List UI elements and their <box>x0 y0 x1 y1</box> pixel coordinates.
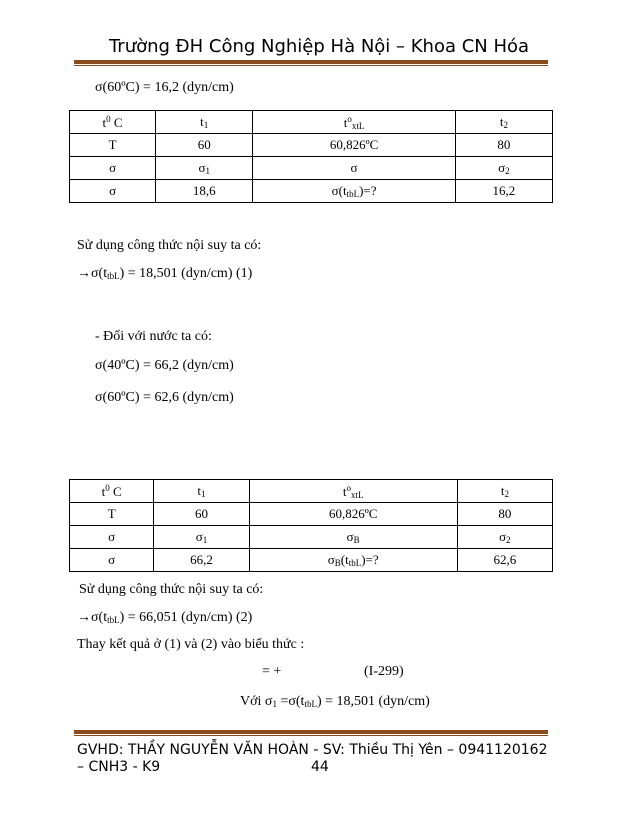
interp-result-2: $\to\sigma(t_{tbL}) = 66,051$ (dyn/cm) (2) <box>77 610 253 625</box>
interp-title-1: Sử dụng công thức nội suy ta có: <box>77 238 262 253</box>
table-row <box>70 526 553 549</box>
table-cell: $\sigma(t_{tbL})=$? <box>253 180 455 203</box>
table-cell: 66,2 <box>154 549 249 572</box>
table-cell: 60 <box>154 503 249 526</box>
table-row <box>70 134 553 157</box>
formula-equation: = + <box>262 664 282 679</box>
table-cell: 16,2 <box>455 180 552 203</box>
interp-result-1: $\to\sigma(t_{tbL}) = 18,501$ (dyn/cm) (1) <box>77 266 253 281</box>
header-rule-thin <box>74 65 548 66</box>
table-cell: $\sigma_B$ <box>249 526 457 549</box>
table-cell: 60,826ºC <box>253 134 455 157</box>
table-cell: 80 <box>455 134 552 157</box>
table-row <box>70 549 553 572</box>
interp-title-2: Sử dụng công thức nội suy ta có: <box>79 582 264 597</box>
col-header-t1: $t_1$ <box>154 480 249 503</box>
col-header-txtl: $t^o_{xtL}$ <box>253 111 455 134</box>
table-cell: 80 <box>457 503 552 526</box>
table-row <box>70 503 553 526</box>
table-cell: T <box>70 503 154 526</box>
page-number: 44 <box>311 759 329 775</box>
page-header-title: Trường ĐH Công Nghiệp Hà Nội – Khoa CN Hóa <box>108 36 530 57</box>
table-row <box>70 157 553 180</box>
formula-reference: (I-299) <box>364 664 404 679</box>
col-header-t2: $t_2$ <box>455 111 552 134</box>
table-cell: 62,6 <box>457 549 552 572</box>
header-rule-thick <box>74 60 548 64</box>
interp-table-1 <box>69 110 553 203</box>
table-cell: σ <box>70 526 154 549</box>
table-cell: 60,826ºC <box>249 503 457 526</box>
table-cell: $\sigma_2$ <box>455 157 552 180</box>
table-cell: 18,6 <box>156 180 253 203</box>
substitute-text: Thay kết quả ở (1) và (2) vào biểu thức : <box>77 637 305 652</box>
water-bullet: - Đối với nước ta có: <box>95 329 212 344</box>
table-cell: σ <box>253 157 455 180</box>
table-header-row <box>70 111 553 134</box>
table-cell: $\sigma_1$ <box>156 157 253 180</box>
sigma-60-line: σ(60ºC) = 16,2 (dyn/cm) <box>95 80 234 95</box>
table-cell: $\sigma_B(t_{tbL})=$? <box>249 549 457 572</box>
page-footer <box>77 742 547 776</box>
table-cell: 60 <box>156 134 253 157</box>
footer-rule-thick <box>74 730 548 734</box>
with-sigma1-line: Với $\sigma_1 =\sigma(t_{tbL}) = 18,501$ (dyn/cm) <box>240 694 430 709</box>
interp-table-2 <box>69 479 553 572</box>
table-cell: σ <box>70 180 156 203</box>
footer-rule-thin <box>74 735 548 736</box>
table-cell: $\sigma_1$ <box>154 526 249 549</box>
water-sigma-40: σ(40ºC) = 66,2 (dyn/cm) <box>95 358 234 373</box>
footer-class: – CNH3 - K9 <box>77 759 161 775</box>
footer-line-2 <box>77 759 547 776</box>
table-cell: T <box>70 134 156 157</box>
table-cell: σ <box>70 549 154 572</box>
col-header-temp: $t^0$ C <box>70 111 156 134</box>
water-sigma-60: σ(60ºC) = 62,6 (dyn/cm) <box>95 390 234 405</box>
table-row <box>70 180 553 203</box>
col-header-txtl: $t^o_{xtL}$ <box>249 480 457 503</box>
footer-line-1: GVHD: THẦY NGUYỄN VĂN HOÀN - SV: Thiều Thị Yên – 0941120162 <box>77 742 548 758</box>
table-cell: σ <box>70 157 156 180</box>
table-header-row <box>70 480 553 503</box>
col-header-temp: $t^0$ C <box>70 480 154 503</box>
table-cell: $\sigma_2$ <box>457 526 552 549</box>
col-header-t1: $t_1$ <box>156 111 253 134</box>
col-header-t2: $t_2$ <box>457 480 552 503</box>
